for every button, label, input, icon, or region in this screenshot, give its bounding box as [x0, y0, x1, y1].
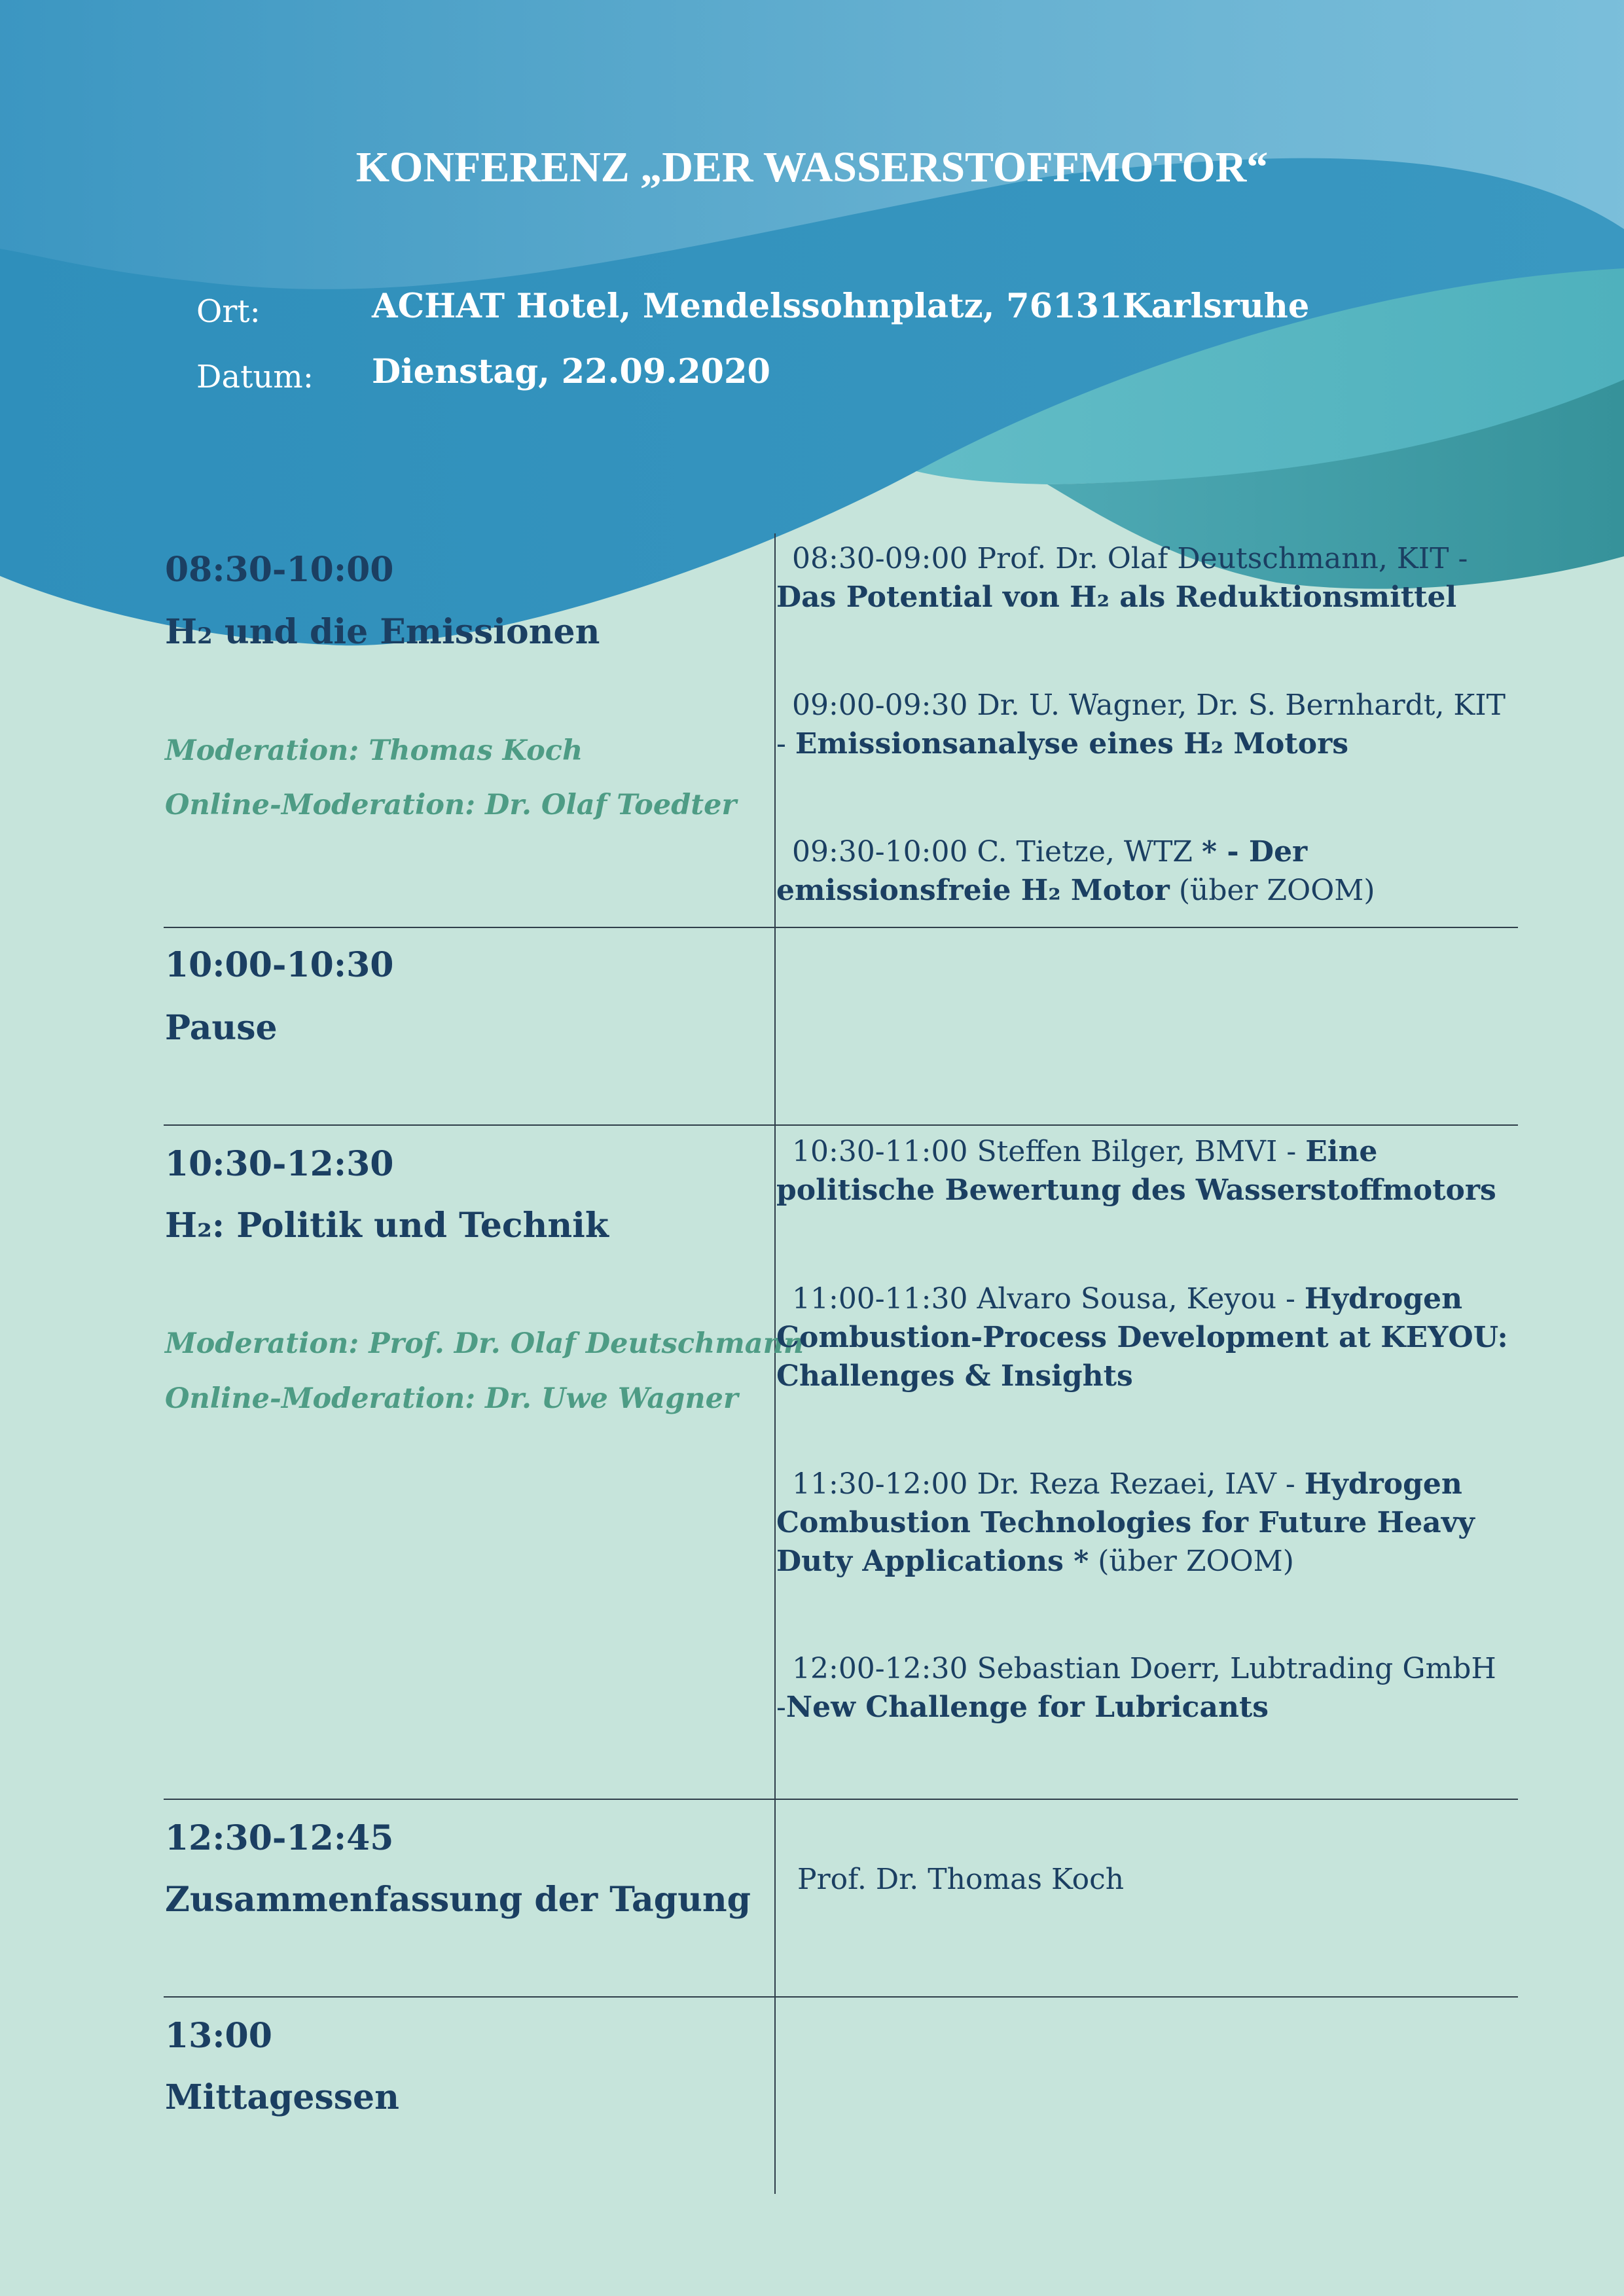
talk-item: 09:00-09:30 Dr. U. Wagner, Dr. S. Bernhardt, KIT - Emissionsanalyse eines H₂ Motors: [776, 689, 1506, 761]
session-time: 08:30-10:00: [165, 550, 394, 590]
session-time: 13:00: [165, 2016, 272, 2056]
date-label: Datum:: [196, 359, 314, 395]
date-value: Dienstag, 22.09.2020: [372, 352, 771, 391]
online-moderation: Online-Moderation: Dr. Uwe Wagner: [165, 1382, 738, 1415]
session-title: Mittagessen: [165, 2077, 399, 2117]
column-divider: [774, 533, 776, 2194]
session-time: 10:30-12:30: [165, 1144, 394, 1184]
talk-item: 09:30-10:00 C. Tietze, WTZ * - Der emissionsfreie H₂ Motor (über ZOOM): [776, 835, 1375, 907]
talk-item: 08:30-09:00 Prof. Dr. Olaf Deutschmann, KIT - Das Potential von H₂ als Reduktionsmittel: [776, 542, 1468, 614]
talk-item: 10:30-11:00 Steffen Bilger, BMVI - Eine politische Bewertung des Wasserstoffmotors: [776, 1135, 1496, 1207]
location-value: ACHAT Hotel, Mendelssohnplatz, 76131Karlsruhe: [372, 287, 1310, 326]
session-title: H₂: Politik und Technik: [165, 1206, 609, 1246]
moderation: Moderation: Prof. Dr. Olaf Deutschmann: [165, 1327, 804, 1360]
row-divider: [164, 927, 1518, 928]
talk-item: 11:30-12:00 Dr. Reza Rezaei, IAV - Hydrogen Combustion Technologies for Future Heavy Duty Applications * (über ZOOM): [776, 1467, 1475, 1578]
session-time: 12:30-12:45: [165, 1818, 394, 1858]
row-divider: [164, 1124, 1518, 1126]
online-moderation: Online-Moderation: Dr. Olaf Toedter: [165, 789, 737, 821]
conference-title: KONFERENZ „DER WASSERSTOFFMOTOR“: [355, 143, 1269, 191]
talk-item: 12:00-12:30 Sebastian Doerr, Lubtrading GmbH -New Challenge for Lubricants: [776, 1652, 1496, 1724]
speaker-name: Prof. Dr. Thomas Koch: [797, 1863, 1125, 1896]
session-title: Zusammenfassung der Tagung: [165, 1880, 751, 1920]
session-time: 10:00-10:30: [165, 945, 394, 985]
talk-item: 11:00-11:30 Alvaro Sousa, Keyou - Hydrogen Combustion-Process Development at KEYOU: Challenges & Insights: [776, 1282, 1508, 1393]
row-divider: [164, 1799, 1518, 1800]
session-title: H2 und die Emissionen: [165, 612, 600, 652]
location-label: Ort:: [196, 293, 261, 330]
session-title: Pause: [165, 1008, 278, 1048]
moderation: Moderation: Thomas Koch: [165, 734, 583, 767]
row-divider: [164, 1996, 1518, 1998]
